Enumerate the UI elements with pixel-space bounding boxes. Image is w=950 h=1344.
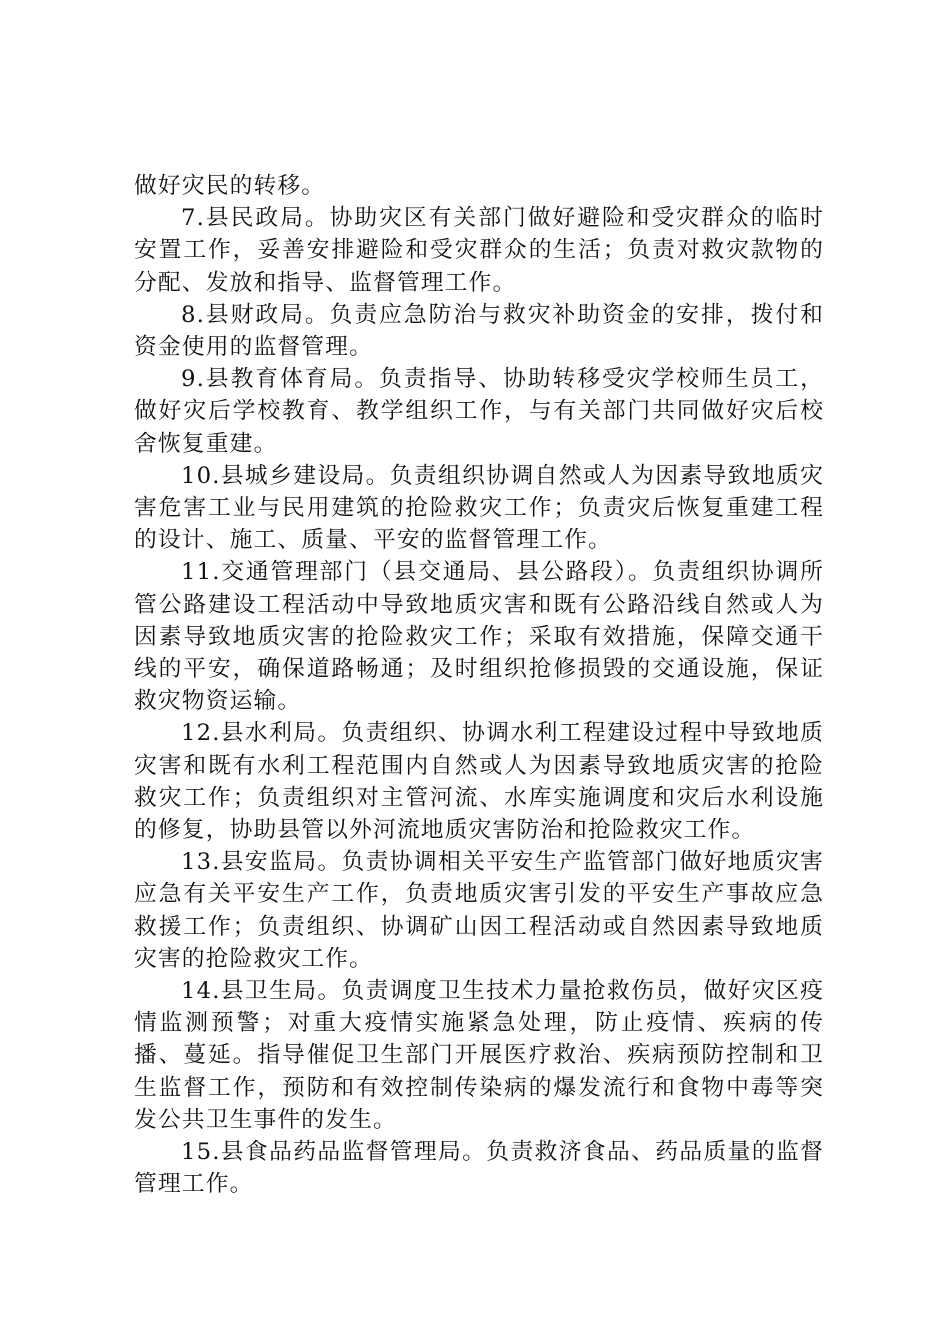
paragraph-item-10: 10.县城乡建设局。负责组织协调自然或人为因素导致地质灾害危害工业与民用建筑的抢险救灾工作；负责灾后恢复重建工程的设计、施工、质量、平安的监督管理工作。: [134, 462, 824, 554]
document-body: [134, 170, 824, 1201]
paragraph-item-11: 11.交通管理部门（县交通局、县公路段）。负责组织协调所管公路建设工程活动中导致地质灾害和既有公路沿线自然或人为因素导致地质灾害的抢险救灾工作；采取有效措施，保障交通干线的平安，确保道路畅通；及时组织抢修损毁的交通设施，保证救灾物资运输。: [134, 559, 824, 715]
paragraph-item-7: 7.县民政局。协助灾区有关部门做好避险和受灾群众的临时安置工作，妥善安排避险和受灾群众的生活；负责对救灾款物的分配、发放和指导、监督管理工作。: [134, 205, 824, 296]
paragraph-item-9: 9.县教育体育局。负责指导、协助转移受灾学校师生员工，做好灾后学校教育、教学组织工作，与有关部门共同做好灾后校舍恢复重建。: [134, 366, 824, 457]
paragraph-item-13: 13.县安监局。负责协调相关平安生产监管部门做好地质灾害应急有关平安生产工作，负责地质灾害引发的平安生产事故应急救援工作；负责组织、协调矿山因工程活动或自然因素导致地质灾害的抢险救灾工作。: [134, 849, 824, 972]
paragraph-item-8: 8.县财政局。负责应急防治与救灾补助资金的安排，拨付和资金使用的监督管理。: [134, 301, 824, 361]
paragraph-item-12: 12.县水利局。负责组织、协调水利工程建设过程中导致地质灾害和既有水利工程范围内自然或人为因素导致地质灾害的抢险救灾工作；负责组织对主管河流、水库实施调度和灾后水利设施的修复，协助县管以外河流地质灾害防治和抢险救灾工作。: [134, 720, 824, 844]
paragraph-item-15: 15.县食品药品监督管理局。负责救济食品、药品质量的监督管理工作。: [134, 1139, 824, 1198]
paragraph-item-14: 14.县卫生局。负责调度卫生技术力量抢救伤员，做好灾区疫情监测预警；对重大疫情实施紧急处理，防止疫情、疾病的传播、蔓延。指导催促卫生部门开展医疗救治、疾病预防控制和卫生监督工作，预防和有效控制传染病的爆发流行和食物中毒等突发公共卫生事件的发生。: [134, 978, 824, 1133]
paragraph-continuation: 做好灾民的转移。: [134, 173, 326, 199]
